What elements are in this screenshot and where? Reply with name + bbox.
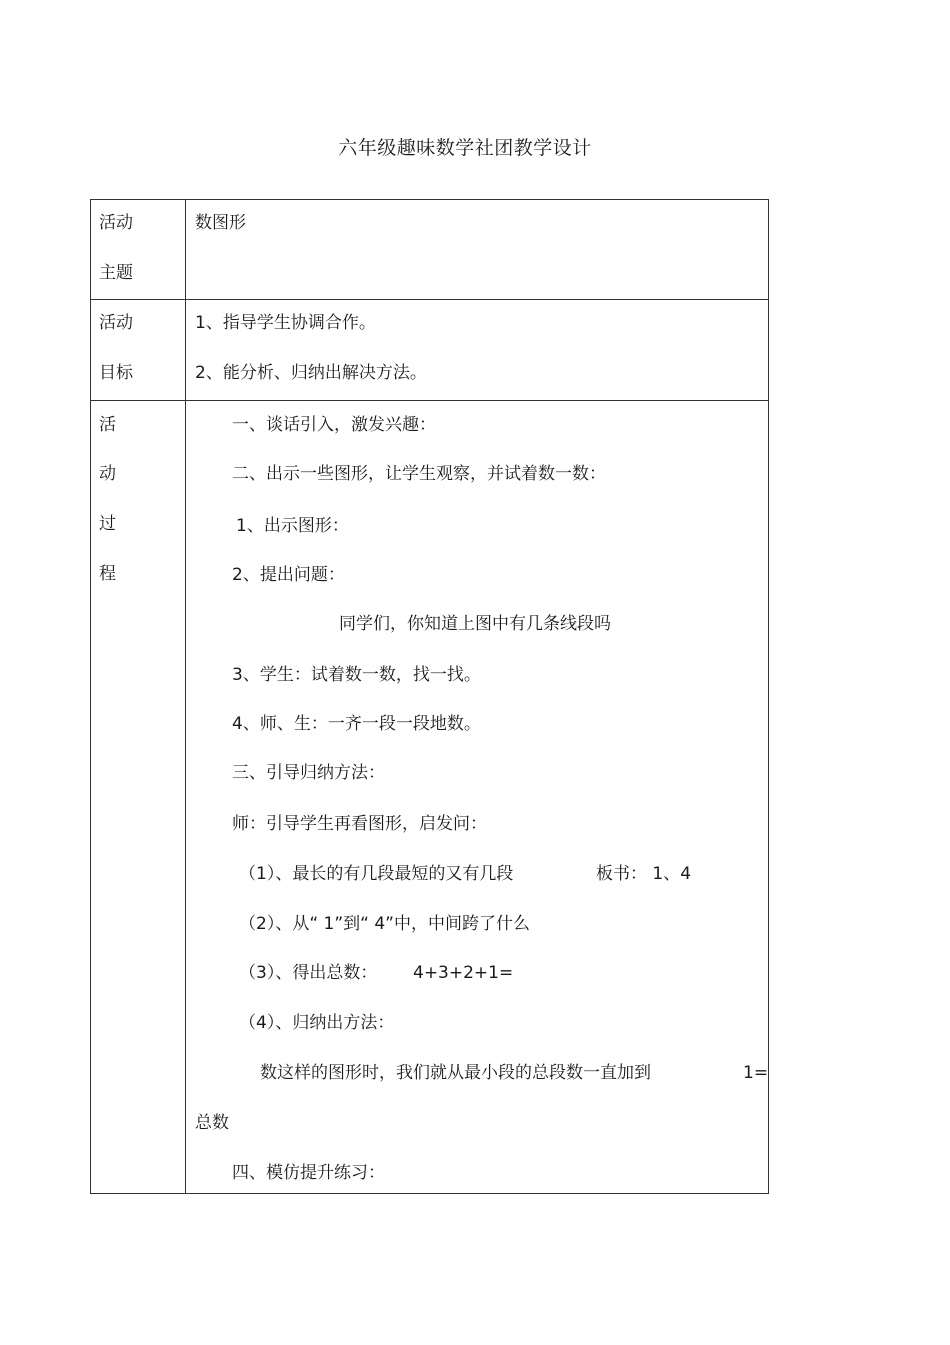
process-line-3: 1、出示图形： xyxy=(236,516,349,536)
document-title: 六年级趣味数学社团教学设计 xyxy=(338,137,592,159)
process-label-char-3: 过 xyxy=(99,514,116,534)
theme-content: 数图形 xyxy=(195,213,246,233)
process-line-14: 数这样的图形时，我们就从最小段的总段数一直加到 xyxy=(260,1063,651,1083)
theme-label-line1: 活动 xyxy=(99,213,133,233)
board-note: 板书： 1、4 xyxy=(596,864,692,884)
process-line-6: 3、学生：试着数一数，找一找。 xyxy=(232,665,481,685)
goal-label-line2: 目标 xyxy=(99,363,133,383)
process-line-1: 一、谈话引入，激发兴趣： xyxy=(232,415,436,435)
process-line-4: 2、提出问题： xyxy=(232,565,345,585)
process-label-char-4: 程 xyxy=(99,564,116,584)
process-line-14-end: 1= xyxy=(743,1063,769,1083)
process-line-13: （4）、归纳出方法： xyxy=(239,1013,395,1033)
row-divider-theme xyxy=(91,299,768,300)
sum-formula: 4+3+2+1= xyxy=(413,963,514,983)
process-line-10: （1）、最长的有几段最短的又有几段 xyxy=(239,864,514,884)
process-line-12: （3）、得出总数： xyxy=(239,963,378,983)
process-line-2: 二、出示一些图形，让学生观察，并试着数一数： xyxy=(232,464,606,484)
goal-label-line1: 活动 xyxy=(99,313,133,333)
process-line-11: （2）、从“ 1”到“ 4”中，中间跨了什么 xyxy=(239,914,530,934)
goal-item-1: 1、指导学生协调合作。 xyxy=(195,313,376,333)
goal-item-2: 2、能分析、归纳出解决方法。 xyxy=(195,363,427,383)
process-line-9: 师：引导学生再看图形，启发问： xyxy=(232,814,487,834)
process-line-5: 同学们，你知道上图中有几条线段吗 xyxy=(339,614,611,634)
process-line-15: 总数 xyxy=(195,1113,229,1133)
column-divider xyxy=(185,200,186,1193)
process-line-7: 4、师、生：一齐一段一段地数。 xyxy=(232,714,481,734)
process-line-16: 四、模仿提升练习： xyxy=(232,1163,385,1183)
process-line-8: 三、引导归纳方法： xyxy=(232,763,385,783)
theme-label-line2: 主题 xyxy=(99,263,133,283)
process-label-char-2: 动 xyxy=(99,464,116,484)
process-label-char-1: 活 xyxy=(99,415,116,435)
lesson-plan-table xyxy=(90,199,769,1194)
row-divider-goal xyxy=(91,400,768,401)
